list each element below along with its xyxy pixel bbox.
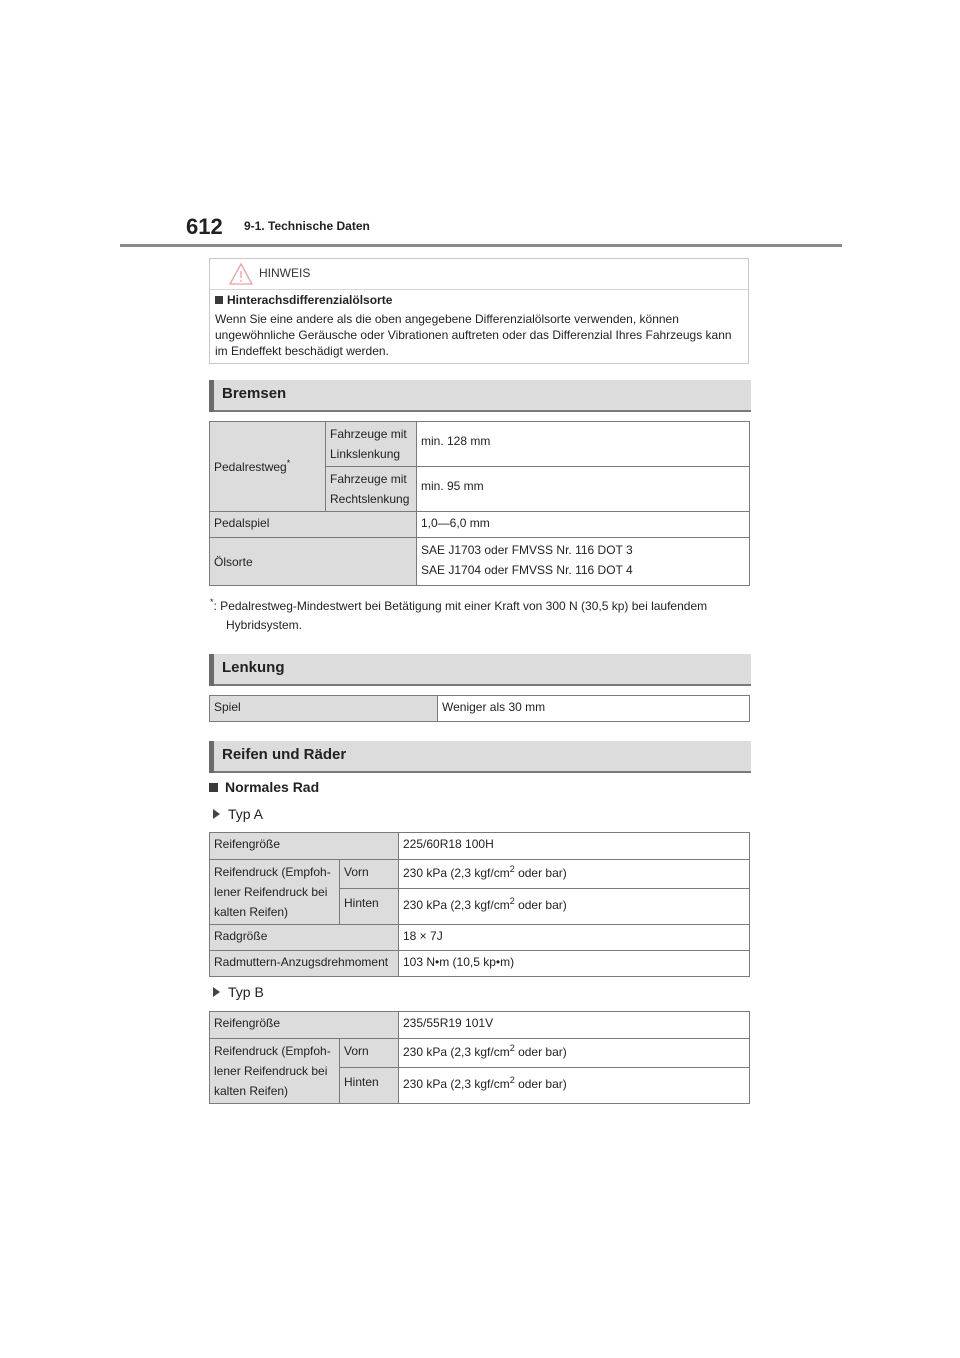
notice-subtitle: [215, 293, 392, 307]
tire-pressure-label-line: Reifendruck (Empfoh-: [214, 1044, 331, 1058]
footnote-text-continued: Hybridsystem.: [226, 618, 303, 632]
heading-text: Lenkung: [222, 659, 285, 676]
table-row: [210, 696, 750, 722]
table-row: [210, 1039, 750, 1068]
subheading-text: Normales Rad: [225, 779, 320, 795]
table-row: [210, 1012, 750, 1039]
tire-size-value: 235/55R19 101V: [399, 1012, 750, 1039]
pedal-travel-label: [210, 422, 326, 512]
table-row: [210, 925, 750, 951]
rear-label: Hinten: [340, 889, 399, 925]
front-pressure-value: [399, 1039, 750, 1068]
notice-subtitle-text: Hinterachsdifferenzialölsorte: [227, 293, 393, 307]
pedal-travel-label-text: Pedalrestweg: [214, 459, 287, 474]
notice-body: Wenn Sie eine andere als die oben angegebene Differenzialölsorte verwenden, können ungewöhnliche Geräusche oder Vibrationen auftreten oder das Differenzial Ihres Fahrzeugs kann im Endeffekt beschädigt werden.: [215, 312, 732, 358]
type-a-label: [213, 806, 263, 822]
tire-size-label: Reifengröße: [210, 1012, 399, 1039]
heading-accent: [209, 741, 214, 773]
heading-text: Reifen und Räder: [222, 746, 347, 763]
section-heading-brakes: [209, 380, 751, 412]
triangle-bullet-icon: [213, 987, 220, 997]
table-row: [210, 951, 750, 977]
front-label: Vorn: [340, 860, 399, 889]
superscript: 2: [509, 1043, 515, 1053]
tire-size-label: Reifengröße: [210, 833, 399, 860]
rear-label: Hinten: [340, 1068, 399, 1104]
wheel-size-value: 18 × 7J: [399, 925, 750, 951]
footnote-marker: *: [210, 597, 214, 607]
rhd-label-line: Fahrzeuge mit: [330, 472, 407, 486]
tire-pressure-label-line: lener Reifendruck bei: [214, 1064, 328, 1078]
rear-pressure-value: [399, 1068, 750, 1104]
rear-pressure-value: [399, 889, 750, 925]
superscript: 2: [509, 864, 515, 874]
type-b-label: [213, 984, 264, 1000]
steering-play-label: Spiel: [210, 696, 438, 722]
notice-box: [209, 258, 749, 364]
table-row: [210, 538, 750, 586]
section-title: 9-1. Technische Daten: [244, 219, 370, 233]
type-b-table: [209, 1011, 750, 1104]
heading-text: Bremsen: [222, 385, 287, 402]
steering-table: [209, 695, 750, 722]
heading-accent: [209, 380, 214, 412]
pressure-text: 230 kPa (2,3 kgf/cm: [403, 898, 510, 912]
type-a-table: [209, 832, 750, 977]
pressure-text: oder bar): [514, 1077, 567, 1091]
lug-nut-torque-value: 103 N•m (10,5 kp•m): [399, 951, 750, 977]
pressure-text: 230 kPa (2,3 kgf/cm: [403, 1077, 510, 1091]
table-row: [210, 422, 750, 467]
type-b-text: Typ B: [228, 984, 264, 1000]
notice-label: HINWEIS: [259, 266, 311, 280]
section-heading-wheels: [209, 741, 751, 773]
pressure-text: oder bar): [514, 866, 567, 880]
brakes-table: [209, 421, 750, 586]
tire-pressure-label: [210, 860, 340, 925]
lhd-label-line: Linkslenkung: [330, 447, 401, 461]
superscript: 2: [509, 896, 515, 906]
table-row: [210, 512, 750, 538]
footnote: [210, 593, 750, 635]
tire-pressure-label-line: kalten Reifen): [214, 1084, 289, 1098]
superscript: 2: [509, 1075, 515, 1085]
footnote-marker: *: [286, 457, 291, 468]
rhd-value: min. 95 mm: [417, 467, 750, 512]
header-divider: [120, 244, 842, 247]
lhd-label: [326, 422, 417, 467]
notice-header: [210, 259, 748, 290]
page-number: 612: [186, 214, 223, 239]
tire-pressure-label-line: lener Reifendruck bei: [214, 885, 328, 899]
tire-pressure-label: [210, 1039, 340, 1104]
pedal-play-label: Pedalspiel: [210, 512, 417, 538]
type-a-text: Typ A: [228, 806, 264, 822]
pedal-play-value: 1,0—6,0 mm: [417, 512, 750, 538]
triangle-bullet-icon: [213, 809, 220, 819]
front-pressure-value: [399, 860, 750, 889]
rhd-label-line: Rechtslenkung: [330, 492, 410, 506]
pressure-text: oder bar): [514, 1045, 567, 1059]
square-bullet-icon: [215, 296, 223, 304]
front-label: Vorn: [340, 1039, 399, 1068]
table-row: [210, 860, 750, 889]
pressure-text: oder bar): [514, 898, 567, 912]
table-row: [210, 833, 750, 860]
fluid-value-line: SAE J1703 oder FMVSS Nr. 116 DOT 3: [421, 543, 633, 557]
rhd-label: [326, 467, 417, 512]
section-heading-steering: [209, 654, 751, 686]
fluid-label: Ölsorte: [210, 538, 417, 586]
tire-size-value: 225/60R18 100H: [399, 833, 750, 860]
pressure-text: 230 kPa (2,3 kgf/cm: [403, 1045, 510, 1059]
steering-play-value: Weniger als 30 mm: [438, 696, 750, 722]
lhd-label-line: Fahrzeuge mit: [330, 427, 407, 441]
fluid-value: [417, 538, 750, 586]
lhd-value: min. 128 mm: [417, 422, 750, 467]
footnote-text: : Pedalrestweg-Mindestwert bei Betätigung mit einer Kraft von 300 N (30,5 kp) bei laufendem: [213, 599, 708, 613]
fluid-value-line: SAE J1704 oder FMVSS Nr. 116 DOT 4: [421, 563, 633, 577]
wheel-size-label: Radgröße: [210, 925, 399, 951]
pressure-text: 230 kPa (2,3 kgf/cm: [403, 866, 510, 880]
tire-pressure-label-line: Reifendruck (Empfoh-: [214, 865, 331, 879]
square-bullet-icon: [209, 783, 218, 792]
tire-pressure-label-line: kalten Reifen): [214, 905, 289, 919]
subheading-normal-wheel: [209, 779, 319, 795]
heading-accent: [209, 654, 214, 686]
warning-triangle-icon: [228, 262, 254, 286]
lug-nut-torque-label: Radmuttern-Anzugsdrehmoment: [210, 951, 399, 977]
